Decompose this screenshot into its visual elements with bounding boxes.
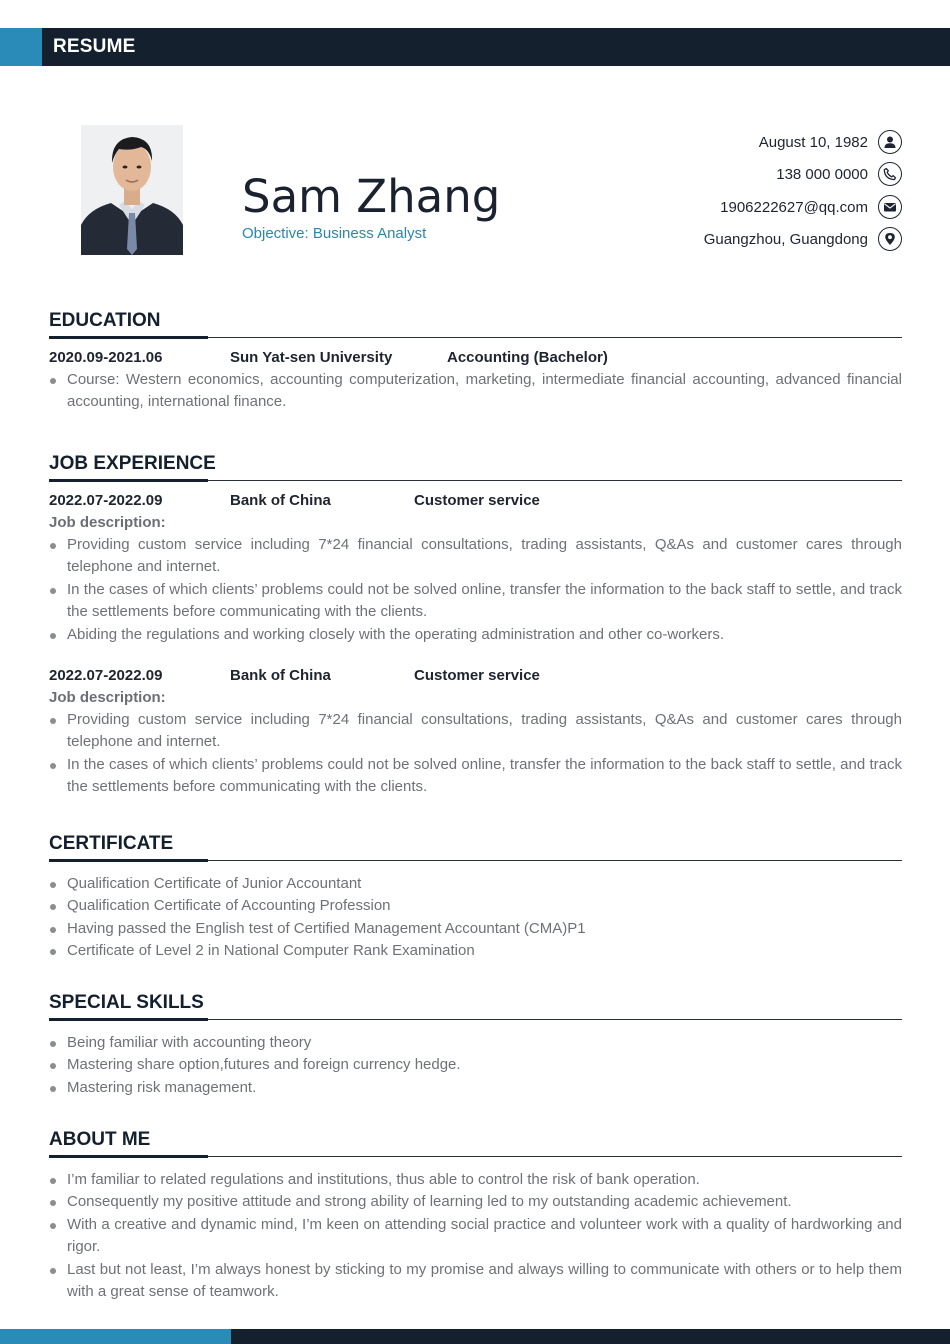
- objective-text: Objective: Business Analyst: [242, 225, 427, 242]
- skills-heading: SPECIAL SKILLS: [49, 992, 204, 1013]
- experience-company: Bank of China: [230, 667, 331, 685]
- list-item: Mastering share option,futures and foreign currency hedge.: [49, 1054, 902, 1076]
- mail-icon: [878, 195, 902, 219]
- list-item: Last but not least, I’m always honest by sticking to my promise and always willing to communicate with others or to help them with a great sense of teamwork.: [49, 1259, 902, 1304]
- location-pin-icon: [878, 227, 902, 251]
- list-item: In the cases of which clients’ problems could not be solved online, transfer the information to the back staff to settle, and track the settlements before communicating with the clients.: [49, 579, 902, 624]
- section-divider: [49, 859, 902, 862]
- about-bullets: [49, 1169, 902, 1303]
- phone-text: 138 000 0000: [776, 165, 868, 183]
- list-item: Course: Western economics, accounting computerization, marketing, intermediate financial accounting, advanced financial accounting, international finance.: [49, 369, 902, 414]
- birthday-text: August 10, 1982: [758, 133, 868, 151]
- contact-birthday: [759, 130, 902, 154]
- experience-period: 2022.07-2022.09: [49, 667, 163, 685]
- phone-icon: [878, 162, 902, 186]
- job-description-label: Job description:: [49, 514, 166, 531]
- education-period: 2020.09-2021.06: [49, 349, 163, 366]
- experience-heading: JOB EXPERIENCE: [49, 453, 216, 474]
- experience-entry: [49, 490, 902, 646]
- email-text: 1906222627@qq.com: [720, 198, 868, 216]
- banner-accent: [0, 28, 42, 66]
- list-item: Having passed the English test of Certified Management Accountant (CMA)P1: [49, 918, 902, 940]
- experience-role: Customer service: [414, 492, 540, 509]
- about-heading: ABOUT ME: [49, 1129, 151, 1150]
- banner-title: RESUME: [53, 36, 136, 57]
- experience-bullets: [49, 534, 902, 646]
- candidate-name: Sam Zhang: [242, 170, 501, 223]
- top-banner: [0, 28, 950, 66]
- list-item: I’m familiar to related regulations and institutions, thus able to control the risk of bank operation.: [49, 1169, 902, 1191]
- user-icon: [878, 130, 902, 154]
- experience-role: Customer service: [414, 667, 540, 685]
- list-item: Mastering risk management.: [49, 1077, 902, 1099]
- list-item: Qualification Certificate of Accounting Profession: [49, 895, 902, 917]
- list-item: With a creative and dynamic mind, I’m keen on attending social practice and volunteer work with a quality of hardworking and rigor.: [49, 1214, 902, 1259]
- list-item: Providing custom service including 7*24 financial consultations, trading assistants, Q&As and customer cares through telephone and internet.: [49, 534, 902, 579]
- list-item: Providing custom service including 7*24 financial consultations, trading assistants, Q&As and customer cares through telephone and internet.: [49, 709, 902, 754]
- job-description-label: Job description:: [49, 689, 166, 707]
- experience-section: [49, 452, 902, 799]
- education-school: Sun Yat-sen University: [230, 349, 393, 366]
- skills-section: [49, 991, 902, 1099]
- list-item: Certificate of Level 2 in National Computer Rank Examination: [49, 940, 902, 962]
- experience-entry-header: [49, 490, 902, 512]
- certificate-section: [49, 832, 902, 963]
- section-divider: [49, 479, 902, 482]
- about-section: [49, 1128, 902, 1303]
- contact-email: [720, 195, 902, 219]
- experience-entry: [49, 665, 902, 799]
- certificate-heading: CERTIFICATE: [49, 833, 174, 854]
- list-item: In the cases of which clients’ problems could not be solved online, transfer the information to the back staff to settle, and track the settlements before communicating with the clients.: [49, 754, 902, 799]
- education-entry-header: [49, 347, 902, 369]
- certificate-bullets: [49, 873, 902, 963]
- profile-photo: [81, 125, 183, 255]
- education-heading: EDUCATION: [49, 310, 161, 331]
- experience-period: 2022.07-2022.09: [49, 492, 163, 509]
- portrait-image: [81, 125, 183, 255]
- skills-bullets: [49, 1032, 902, 1099]
- section-divider: [49, 336, 902, 339]
- list-item: Being familiar with accounting theory: [49, 1032, 902, 1054]
- experience-entry-header: [49, 665, 902, 687]
- list-item: Abiding the regulations and working closely with the operating administration and other co-workers.: [49, 624, 902, 646]
- section-divider: [49, 1155, 902, 1158]
- education-major: Accounting (Bachelor): [447, 349, 608, 366]
- section-divider: [49, 1018, 902, 1021]
- contact-phone: [776, 162, 902, 186]
- bottom-banner: [0, 1329, 950, 1344]
- list-item: Consequently my positive attitude and strong ability of learning led to my outstanding academic achievement.: [49, 1191, 902, 1213]
- experience-company: Bank of China: [230, 492, 331, 509]
- education-bullets: [49, 369, 902, 414]
- list-item: Qualification Certificate of Junior Accountant: [49, 873, 902, 895]
- bottom-accent: [0, 1329, 231, 1344]
- education-section: [49, 309, 902, 414]
- location-text: Guangzhou, Guangdong: [703, 230, 868, 248]
- experience-bullets: [49, 709, 902, 799]
- contact-location: [704, 227, 902, 251]
